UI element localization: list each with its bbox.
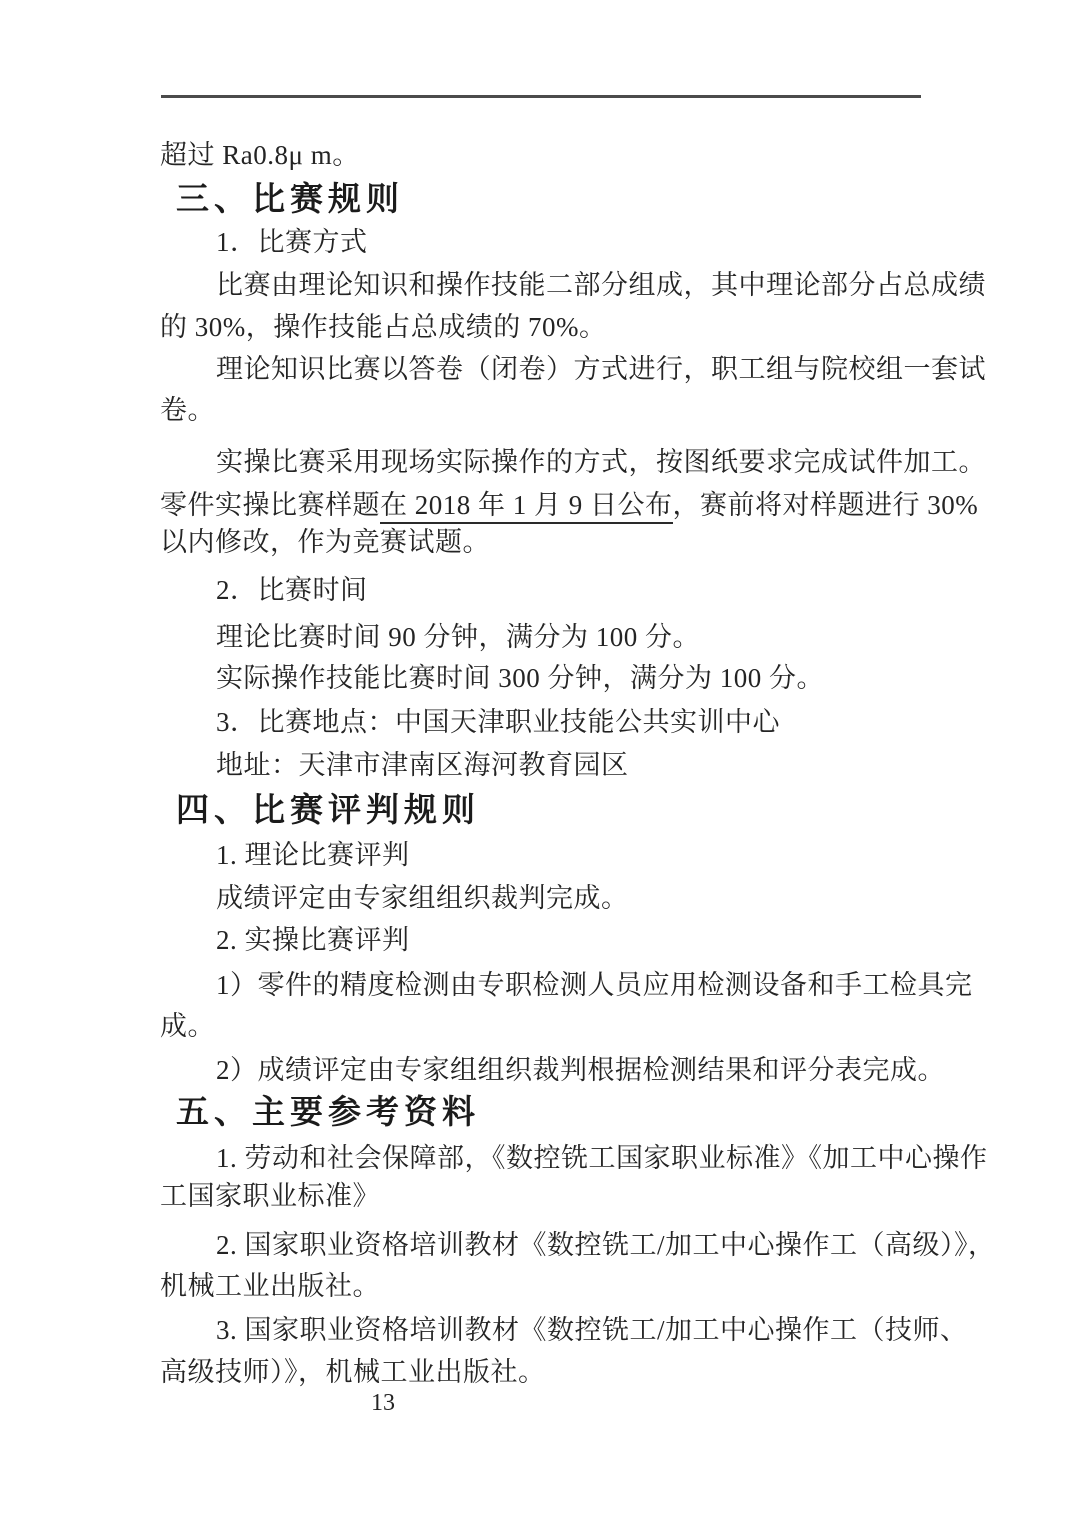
- line-text: 比赛由理论知识和操作技能二部分组成，其中理论部分占总成绩: [216, 270, 986, 300]
- text-line: [216, 745, 629, 785]
- text-line: [216, 1310, 968, 1350]
- text-line: [160, 390, 215, 430]
- text-line: [216, 1050, 945, 1090]
- text-line: [216, 658, 824, 698]
- text-line: [216, 965, 973, 1005]
- line-text: 1．比赛方式: [216, 227, 368, 257]
- text-line: [160, 1006, 215, 1046]
- line-text: 实操比赛采用现场实际操作的方式，按图纸要求完成试件加工。: [216, 447, 986, 477]
- section-heading: [176, 1090, 480, 1134]
- text-line: [216, 265, 986, 305]
- line-text: 成绩评定由专家组组织裁判完成。: [216, 883, 629, 913]
- text-line: [216, 878, 629, 918]
- line-text: 2. 实操比赛评判: [216, 925, 410, 955]
- text-line: [160, 135, 360, 175]
- line-text: 的 30%，操作技能占总成绩的 70%。: [160, 312, 607, 342]
- line-text: 三、比赛规则: [176, 180, 404, 217]
- text-line: [160, 522, 490, 562]
- line-text: 高级技师）》，机械工业出版社。: [160, 1357, 546, 1387]
- line-text: 理论知识比赛以答卷（闭卷）方式进行，职工组与院校组一套试: [216, 354, 986, 384]
- underlined-date: 在 2018 年 1 月 9 日公布: [380, 490, 673, 524]
- text-line: [216, 222, 368, 262]
- line-text: 理论比赛时间 90 分钟，满分为 100 分。: [216, 622, 700, 652]
- text-line: [216, 702, 780, 742]
- text-line: [160, 1266, 380, 1306]
- line-text: 超过 Ra0.8μ m。: [160, 140, 360, 170]
- line-text: 2）成绩评定由专家组组织裁判根据检测结果和评分表完成。: [216, 1055, 945, 1085]
- text-line: [216, 442, 986, 482]
- line-text: 实际操作技能比赛时间 300 分钟，满分为 100 分。: [216, 663, 824, 693]
- line-text: 1. 劳动和社会保障部，《数控铣工国家职业标准》《加工中心操作: [216, 1143, 988, 1173]
- text-line: [216, 920, 410, 960]
- text-line: [160, 1352, 546, 1392]
- section-heading: [176, 177, 404, 221]
- text-line: [216, 570, 368, 610]
- line-text: 3．比赛地点：中国天津职业技能公共实训中心: [216, 707, 780, 737]
- text-line: [216, 1225, 996, 1265]
- line-text: 工国家职业标准》: [160, 1181, 380, 1211]
- line-text: 以内修改，作为竞赛试题。: [160, 527, 490, 557]
- page-number: 13: [371, 1390, 395, 1416]
- line-text: 1. 理论比赛评判: [216, 840, 410, 870]
- line-text: 卷。: [160, 395, 215, 425]
- text-line: [216, 835, 410, 875]
- line-text: 2．比赛时间: [216, 575, 368, 605]
- text-line: [160, 1176, 380, 1216]
- text-line: [216, 617, 700, 657]
- line-text: 3. 国家职业资格培训教材《数控铣工/加工中心操作工（技师、: [216, 1315, 968, 1345]
- line-text: 机械工业出版社。: [160, 1271, 380, 1301]
- line-text: 地址：天津市津南区海河教育园区: [216, 750, 629, 780]
- line-text: 四、比赛评判规则: [176, 791, 480, 828]
- line-text: 2. 国家职业资格培训教材《数控铣工/加工中心操作工（高级）》，: [216, 1230, 996, 1260]
- line-text: 成。: [160, 1011, 215, 1041]
- line-text: 零件实操比赛样题: [160, 490, 380, 520]
- text-line: [216, 349, 986, 389]
- text-line: [160, 485, 978, 525]
- page-content: [160, 0, 996, 1526]
- text-line: [160, 307, 606, 347]
- line-text: 1）零件的精度检测由专职检测人员应用检测设备和手工检具完: [216, 970, 973, 1000]
- line-text: ，赛前将对样题进行 30%: [672, 490, 979, 520]
- section-heading: [176, 788, 480, 832]
- text-line: [216, 1138, 988, 1178]
- line-text: 五、主要参考资料: [176, 1093, 480, 1130]
